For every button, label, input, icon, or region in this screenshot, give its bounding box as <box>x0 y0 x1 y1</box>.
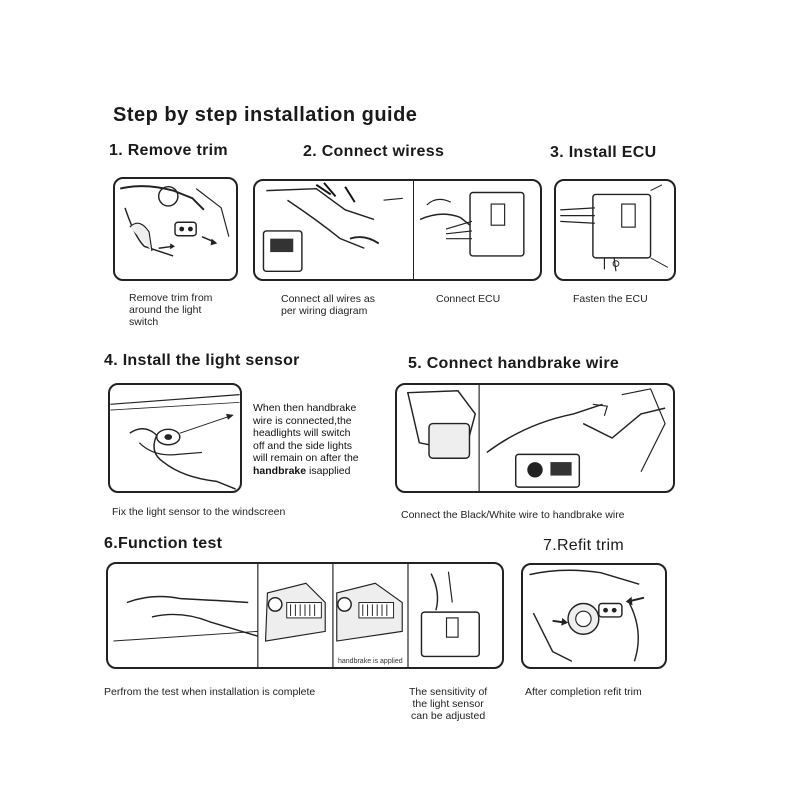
note-line: When then handbrake <box>253 402 357 414</box>
caption-line: Remove trim from <box>129 292 213 304</box>
light-sensor-drawing <box>110 385 240 491</box>
step2-heading: 2. Connect wiress <box>303 143 445 160</box>
caption-line: the light sensor <box>412 698 484 710</box>
handbrake-applied-label: handbrake is applied <box>338 658 403 665</box>
caption-line: The sensitivity of <box>409 686 488 698</box>
handbrake-wiring-drawing <box>397 385 673 491</box>
note-line: wire is connected,the <box>253 414 352 427</box>
step7-caption: After completion refit trim <box>525 686 642 698</box>
step2-illustration <box>253 179 542 281</box>
step1-heading: 1. Remove trim <box>109 142 228 159</box>
caption-line: per wiring diagram <box>281 305 368 317</box>
frame-divider <box>413 181 414 279</box>
step1-caption <box>129 292 212 328</box>
step7-heading: 7.Refit trim <box>543 537 624 554</box>
step2-caption-ecu: Connect ECU <box>436 293 501 305</box>
step4-note <box>253 402 359 477</box>
caption-line: switch <box>129 316 159 328</box>
refit-trim-drawing <box>523 565 665 667</box>
step4-heading: 4. Install the light sensor <box>104 352 300 369</box>
caption-line: around the light <box>129 304 202 316</box>
note-line <box>253 465 359 478</box>
step6-caption-sensitivity <box>409 686 487 722</box>
ecu-drawing <box>556 181 674 279</box>
step4-illustration <box>108 383 242 493</box>
note-tail: isapplied <box>306 464 351 477</box>
step5-caption: Connect the Black/White wire to handbrake wire <box>401 509 625 521</box>
function-test-drawing <box>108 564 502 667</box>
step6-heading: 6.Function test <box>104 535 223 552</box>
step5-illustration <box>395 383 675 493</box>
step4-caption: Fix the light sensor to the windscreen <box>112 506 286 518</box>
dashboard-trim-drawing <box>115 179 236 279</box>
caption-line: can be adjusted <box>411 710 486 722</box>
wiring-drawing <box>255 181 540 279</box>
step2-caption-wires <box>281 293 375 317</box>
step1-illustration <box>113 177 238 281</box>
note-line: off and the side lights <box>253 439 353 452</box>
step5-heading: 5. Connect handbrake wire <box>408 355 620 372</box>
note-line: headlights will switch <box>253 427 351 439</box>
step6-illustration <box>106 562 504 669</box>
step7-illustration <box>521 563 667 669</box>
step6-caption-test: Perfrom the test when installation is complete <box>104 686 316 698</box>
note-line: will remain on after the <box>253 452 359 464</box>
step3-illustration <box>554 179 676 281</box>
step3-caption: Fasten the ECU <box>573 293 648 305</box>
caption-line: Connect all wires as <box>281 293 375 305</box>
page-title: Step by step installation guide <box>113 104 418 126</box>
step3-heading: 3. Install ECU <box>550 144 657 161</box>
note-emphasis: handbrake <box>253 464 307 477</box>
